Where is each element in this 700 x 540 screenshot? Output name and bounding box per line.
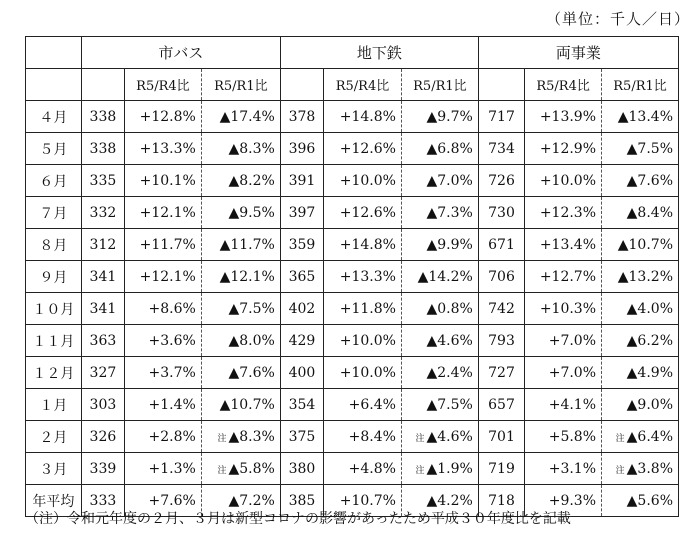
month-cell: １１月 bbox=[26, 325, 82, 357]
total-r5-r4: +3.1% bbox=[525, 453, 602, 485]
subway-r5-r4: +14.8% bbox=[324, 101, 402, 133]
subway-r5-r1: ▲6.8% bbox=[401, 133, 478, 165]
total-r5-r4: +10.3% bbox=[525, 293, 602, 325]
subway-r5-r1: ▲7.0% bbox=[401, 165, 478, 197]
month-cell: １２月 bbox=[26, 357, 82, 389]
bus-r5-r4: +8.6% bbox=[124, 293, 201, 325]
header-r5-r1: R5/R1比 bbox=[401, 69, 478, 101]
bus-r5-r4: +1.4% bbox=[124, 389, 201, 421]
subway-r5-r4: +12.6% bbox=[324, 197, 402, 229]
bus-r5-r1 bbox=[201, 421, 280, 453]
header-total: 両事業 bbox=[478, 37, 678, 69]
bus-value: 335 bbox=[81, 165, 124, 197]
table-row bbox=[26, 165, 679, 197]
month-cell: ７月 bbox=[26, 197, 82, 229]
total-r5-r4: +5.8% bbox=[525, 421, 602, 453]
subway-r5-r1: ▲4.6% bbox=[401, 325, 478, 357]
bus-r5-r4: +7.6% bbox=[124, 485, 201, 517]
header-r5-r4: R5/R4比 bbox=[324, 69, 402, 101]
total-r5-r1: ▲9.0% bbox=[602, 389, 679, 421]
total-value: 719 bbox=[478, 453, 524, 485]
bus-r5-r1: ▲7.6% bbox=[201, 357, 280, 389]
subway-r5-r1: ▲7.5% bbox=[401, 389, 478, 421]
subway-value: 402 bbox=[280, 293, 323, 325]
header-blank bbox=[26, 37, 82, 69]
table-row bbox=[26, 133, 679, 165]
total-r5-r4: +12.7% bbox=[525, 261, 602, 293]
total-r5-r1: ▲7.6% bbox=[602, 165, 679, 197]
total-value: 706 bbox=[478, 261, 524, 293]
subway-r5-r4: +10.0% bbox=[324, 357, 402, 389]
total-r5-r1: ▲10.7% bbox=[602, 229, 679, 261]
total-r5-r4: +12.3% bbox=[525, 197, 602, 229]
subway-r5-r1: ▲2.4% bbox=[401, 357, 478, 389]
total-r5-r1: ▲7.5% bbox=[602, 133, 679, 165]
header-row-sub bbox=[26, 69, 679, 101]
subway-r5-r4: +10.0% bbox=[324, 165, 402, 197]
header-blank bbox=[280, 69, 323, 101]
month-cell: ８月 bbox=[26, 229, 82, 261]
header-bus: 市バス bbox=[81, 37, 280, 69]
total-value: 657 bbox=[478, 389, 524, 421]
subway-r5-r1 bbox=[401, 453, 478, 485]
total-r5-r4: +7.0% bbox=[525, 357, 602, 389]
subway-value: 400 bbox=[280, 357, 323, 389]
month-cell: ３月 bbox=[26, 453, 82, 485]
month-cell: ４月 bbox=[26, 101, 82, 133]
cell-value: ▲3.8% bbox=[626, 460, 673, 477]
subway-r5-r4: +14.8% bbox=[324, 229, 402, 261]
table-row bbox=[26, 293, 679, 325]
header-subway: 地下鉄 bbox=[280, 37, 478, 69]
month-cell: １０月 bbox=[26, 293, 82, 325]
total-value: 671 bbox=[478, 229, 524, 261]
subway-r5-r1: ▲9.9% bbox=[401, 229, 478, 261]
subway-value: 359 bbox=[280, 229, 323, 261]
subway-value: 380 bbox=[280, 453, 323, 485]
total-value: 742 bbox=[478, 293, 524, 325]
subway-r5-r4: +8.4% bbox=[324, 421, 402, 453]
total-r5-r1: ▲5.6% bbox=[602, 485, 679, 517]
bus-value: 341 bbox=[81, 293, 124, 325]
total-value: 726 bbox=[478, 165, 524, 197]
bus-r5-r4: +3.7% bbox=[124, 357, 201, 389]
total-value: 727 bbox=[478, 357, 524, 389]
subway-value: 365 bbox=[280, 261, 323, 293]
month-cell: 年平均 bbox=[26, 485, 82, 517]
total-r5-r1: ▲4.0% bbox=[602, 293, 679, 325]
subway-value: 396 bbox=[280, 133, 323, 165]
total-r5-r1: ▲4.9% bbox=[602, 357, 679, 389]
total-r5-r4: +10.0% bbox=[525, 165, 602, 197]
header-blank bbox=[478, 69, 524, 101]
header-r5-r1: R5/R1比 bbox=[201, 69, 280, 101]
subway-r5-r4: +11.8% bbox=[324, 293, 402, 325]
bus-r5-r4: +10.1% bbox=[124, 165, 201, 197]
month-cell: １月 bbox=[26, 389, 82, 421]
cell-value: ▲5.8% bbox=[228, 460, 275, 477]
subway-value: 397 bbox=[280, 197, 323, 229]
total-r5-r4: +4.1% bbox=[525, 389, 602, 421]
subway-value: 429 bbox=[280, 325, 323, 357]
cell-value: ▲1.9% bbox=[426, 460, 473, 477]
header-row-groups bbox=[26, 37, 679, 69]
table-row bbox=[26, 325, 679, 357]
bus-value: 338 bbox=[81, 133, 124, 165]
ridership-table bbox=[25, 36, 679, 517]
total-r5-r1: ▲6.2% bbox=[602, 325, 679, 357]
month-cell: ９月 bbox=[26, 261, 82, 293]
note-mark: 注 bbox=[415, 433, 425, 444]
bus-r5-r1: ▲10.7% bbox=[201, 389, 280, 421]
total-r5-r4: +13.4% bbox=[525, 229, 602, 261]
total-r5-r4: +7.0% bbox=[525, 325, 602, 357]
cell-value: ▲8.3% bbox=[228, 428, 275, 445]
total-r5-r1: ▲13.4% bbox=[602, 101, 679, 133]
total-r5-r4: +13.9% bbox=[525, 101, 602, 133]
table-row bbox=[26, 261, 679, 293]
bus-r5-r1 bbox=[201, 453, 280, 485]
note-mark: 注 bbox=[217, 465, 227, 476]
bus-r5-r1: ▲8.3% bbox=[201, 133, 280, 165]
footnote: （注）令和元年度の２月、３月は新型コロナの影響があったため平成３０年度比を記載 bbox=[25, 511, 571, 527]
header-blank bbox=[81, 69, 124, 101]
total-r5-r4: +9.3% bbox=[525, 485, 602, 517]
subway-value: 391 bbox=[280, 165, 323, 197]
table-row bbox=[26, 229, 679, 261]
total-value: 701 bbox=[478, 421, 524, 453]
header-r5-r4: R5/R4比 bbox=[124, 69, 201, 101]
bus-r5-r1: ▲8.2% bbox=[201, 165, 280, 197]
bus-r5-r1: ▲11.7% bbox=[201, 229, 280, 261]
subway-r5-r1: ▲9.7% bbox=[401, 101, 478, 133]
table-row bbox=[26, 101, 679, 133]
subway-r5-r1: ▲4.2% bbox=[401, 485, 478, 517]
table-row bbox=[26, 389, 679, 421]
subway-r5-r4: +12.6% bbox=[324, 133, 402, 165]
bus-r5-r1: ▲8.0% bbox=[201, 325, 280, 357]
subway-r5-r1: ▲14.2% bbox=[401, 261, 478, 293]
header-r5-r1: R5/R1比 bbox=[602, 69, 679, 101]
subway-r5-r4: +10.0% bbox=[324, 325, 402, 357]
table-row bbox=[26, 357, 679, 389]
bus-value: 339 bbox=[81, 453, 124, 485]
bus-value: 327 bbox=[81, 357, 124, 389]
cell-value: ▲4.6% bbox=[426, 428, 473, 445]
subway-r5-r4: +10.7% bbox=[324, 485, 402, 517]
bus-value: 363 bbox=[81, 325, 124, 357]
cell-value: ▲6.4% bbox=[626, 428, 673, 445]
bus-r5-r4: +3.6% bbox=[124, 325, 201, 357]
bus-value: 338 bbox=[81, 101, 124, 133]
subway-r5-r4: +6.4% bbox=[324, 389, 402, 421]
bus-value: 312 bbox=[81, 229, 124, 261]
bus-r5-r1: ▲12.1% bbox=[201, 261, 280, 293]
bus-value: 333 bbox=[81, 485, 124, 517]
bus-value: 341 bbox=[81, 261, 124, 293]
header-blank bbox=[26, 69, 82, 101]
header-r5-r4: R5/R4比 bbox=[525, 69, 602, 101]
note-mark: 注 bbox=[615, 433, 625, 444]
total-value: 734 bbox=[478, 133, 524, 165]
subway-r5-r1: ▲0.8% bbox=[401, 293, 478, 325]
subway-r5-r1 bbox=[401, 421, 478, 453]
bus-r5-r4: +12.1% bbox=[124, 197, 201, 229]
total-r5-r1 bbox=[602, 453, 679, 485]
month-cell: ５月 bbox=[26, 133, 82, 165]
unit-label: （単位：千人／日） bbox=[545, 10, 690, 28]
bus-r5-r1: ▲7.5% bbox=[201, 293, 280, 325]
total-value: 793 bbox=[478, 325, 524, 357]
bus-r5-r1: ▲9.5% bbox=[201, 197, 280, 229]
bus-value: 303 bbox=[81, 389, 124, 421]
total-r5-r1: ▲13.2% bbox=[602, 261, 679, 293]
month-cell: ６月 bbox=[26, 165, 82, 197]
table-row bbox=[26, 453, 679, 485]
bus-r5-r1: ▲7.2% bbox=[201, 485, 280, 517]
note-mark: 注 bbox=[415, 465, 425, 476]
total-r5-r4: +12.9% bbox=[525, 133, 602, 165]
table-row bbox=[26, 421, 679, 453]
bus-r5-r4: +11.7% bbox=[124, 229, 201, 261]
subway-r5-r4: +13.3% bbox=[324, 261, 402, 293]
subway-value: 385 bbox=[280, 485, 323, 517]
table-row bbox=[26, 197, 679, 229]
bus-r5-r1: ▲17.4% bbox=[201, 101, 280, 133]
subway-value: 378 bbox=[280, 101, 323, 133]
subway-value: 375 bbox=[280, 421, 323, 453]
bus-r5-r4: +2.8% bbox=[124, 421, 201, 453]
bus-value: 326 bbox=[81, 421, 124, 453]
total-value: 717 bbox=[478, 101, 524, 133]
bus-r5-r4: +12.1% bbox=[124, 261, 201, 293]
total-r5-r1: ▲8.4% bbox=[602, 197, 679, 229]
subway-r5-r1: ▲7.3% bbox=[401, 197, 478, 229]
bus-r5-r4: +1.3% bbox=[124, 453, 201, 485]
note-mark: 注 bbox=[217, 433, 227, 444]
bus-r5-r4: +12.8% bbox=[124, 101, 201, 133]
bus-r5-r4: +13.3% bbox=[124, 133, 201, 165]
total-value: 730 bbox=[478, 197, 524, 229]
note-mark: 注 bbox=[615, 465, 625, 476]
subway-value: 354 bbox=[280, 389, 323, 421]
total-r5-r1 bbox=[602, 421, 679, 453]
subway-r5-r4: +4.8% bbox=[324, 453, 402, 485]
month-cell: ２月 bbox=[26, 421, 82, 453]
total-value: 718 bbox=[478, 485, 524, 517]
bus-value: 332 bbox=[81, 197, 124, 229]
table-body bbox=[26, 101, 679, 517]
